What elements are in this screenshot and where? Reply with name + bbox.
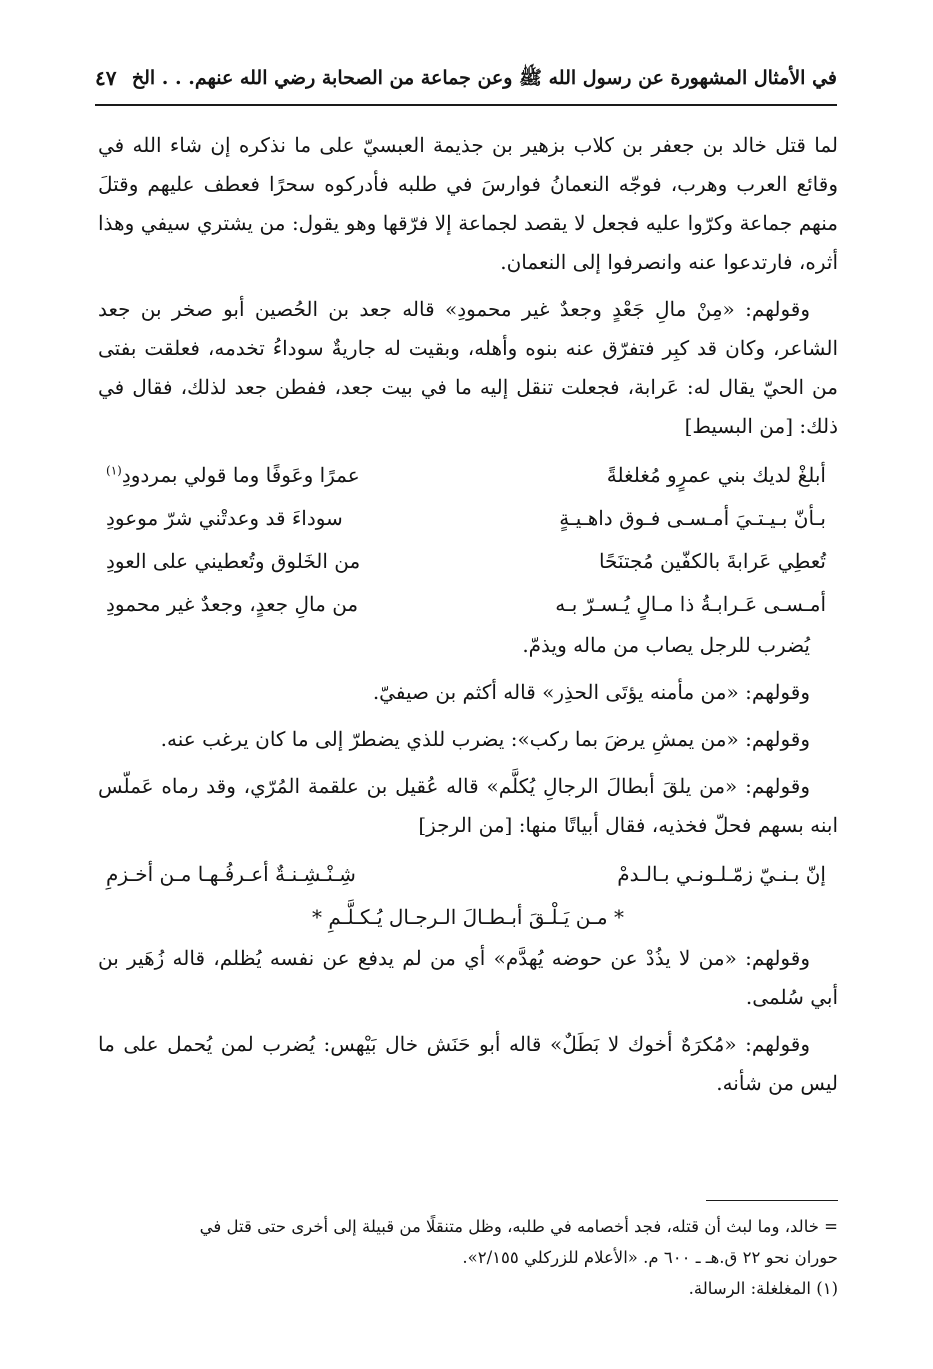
verse-first-hemistich: أمـسـى عَـرابـةُ ذا مـالٍ يُـسـرّ بـه [555, 592, 826, 616]
verse-first-hemistich: إنّ بـنـيّ زمّـلـونـي بـالـدمْ [617, 862, 826, 886]
verse-first-hemistich: تُعطِي عَرابةَ بالكفّين مُجتنَحًا [598, 549, 826, 573]
paragraph [98, 290, 838, 446]
paragraph-text: وقولهم: «من يلقَ أبطالَ الرجالِ يُكلَّم» قاله عُقيل بن علقمة المُرّي، وقد رماه عَملّس ابنه بسهم فحلّ فخذيه، فقال أبياتًا منها: [98, 774, 838, 837]
verse-line [98, 540, 838, 583]
verse-line [98, 583, 838, 626]
footnote-line: = خالد، وما لبث أن قتله، فجد أخصامه في طلبه، وظل متنقلًا من قبيلة إلى أخرى حتى قتل في [199, 1217, 838, 1236]
footnotes [98, 1200, 838, 1304]
paragraph-text: وقولهم: «مِنْ مالِ جَعْدٍ وجعدٌ غير محمودِ» قاله جعد بن الحُصين أبو صخر بن جعد الشاعر، وكان قد كبِر فتفرّق عنه بنوه وأهله، وبقيت له جاريةٌ سوداءُ تخدمه، فعلقت بفتى من الحيّ يقال له: عَرابة، فجعلت تنقل إليه ما في بيت جعد، ففطن جعد لذلك، فقال في ذلك: [98, 297, 838, 438]
verse-first-hemistich: بـأنّ بـيـتـيَ أمـسـى فـوق داهـيـةٍ [559, 506, 826, 530]
verse-line [98, 853, 838, 896]
footnote-line: (١) المغلغلة: الرسالة. [688, 1279, 838, 1298]
verse-single-line: * مـن يَـلْـقَ أبـطـالَ الـرجـال يُـكـلَّـمِ * [312, 905, 624, 929]
paragraph: يُضرب للرجل يصاب من ماله ويذمّ. [522, 633, 810, 657]
paragraph: وقولهم: «من لا يذُدْ عن حوضه يُهدَّم» أي من لم يدفع عن نفسه يُظلم، قاله زُهَير بن أبي سُلمى. [98, 946, 838, 1009]
footnote-divider [706, 1200, 838, 1201]
paragraph: وقولهم: «من يمشِ يرضَ بما ركب»: يضرب للذي يضطرّ إلى ما كان يرغب عنه. [160, 727, 810, 751]
header-divider [95, 104, 837, 106]
paragraph: لما قتل خالد بن جعفر بن كلاب بزهير بن جذيمة العبسيّ على ما نذكره إن شاء الله في وقائع العرب وهرب، فوجّه النعمانُ فوارسَ في طلبه فأدركوه سحرًا فعطف عليهم وقتلَ منهم جماعة وكرّوا عليه فجعل لا يقصد لجماعة إلا فرّقها وهو يقول: من يشتري سيفي وهذا أثره، فارتدعوا عنه وانصرفوا إلى النعمان. [98, 133, 838, 274]
verse-text: عمرًا وعَوفًا وما قولي بمردودِ [121, 463, 360, 487]
poem [98, 853, 838, 939]
verse-second-hemistich: من الخَلوق وتُعطيني على العودِ [106, 549, 361, 573]
header-title: في الأمثال المشهورة عن رسول الله ﷺ وعن جماعة من الصحابة رضي الله عنهم. . . الخ [131, 67, 837, 89]
verse-second-hemistich: من مالِ جعدٍ، وجعدٌ غير محمودِ [106, 592, 359, 616]
footnote-marker: (١) [106, 463, 122, 478]
verse-second-hemistich: شِـنْـشِـنـةٌ أعـرفُـهـا مـن أخـزمِ [106, 862, 356, 886]
verse-line [98, 497, 838, 540]
verse-line [98, 454, 838, 497]
poem [98, 454, 838, 626]
footnote-line: حوران نحو ٢٢ ق.هـ ـ ٦٠٠ م. «الأعلام للزركلي ٢/١٥٥». [462, 1248, 838, 1267]
paragraph [98, 767, 838, 845]
paragraph: وقولهم: «مُكرَهٌ أخوك لا بَطَلٌ» قاله أبو حَنَش خال بَيْهس: يُضرب لمن يُحمل على ما ليس من شأنه. [98, 1032, 838, 1095]
meter-label: [من الرجز] [418, 813, 513, 837]
verse-second-hemistich: سوداءَ قد وعدتْني شرّ موعودِ [106, 506, 343, 530]
page-number: ٤٧ [95, 66, 117, 90]
running-header [95, 62, 837, 106]
verse-first-hemistich: أبلغْ لديك بني عمرٍو مُغلغلةً [606, 463, 826, 487]
verse-second-hemistich [106, 454, 360, 497]
meter-label: [من البسيط] [684, 414, 794, 438]
paragraph: وقولهم: «من مأمنه يؤتَى الحذِر» قاله أكثم بن صيفيّ. [372, 680, 810, 704]
main-text [98, 126, 838, 1111]
